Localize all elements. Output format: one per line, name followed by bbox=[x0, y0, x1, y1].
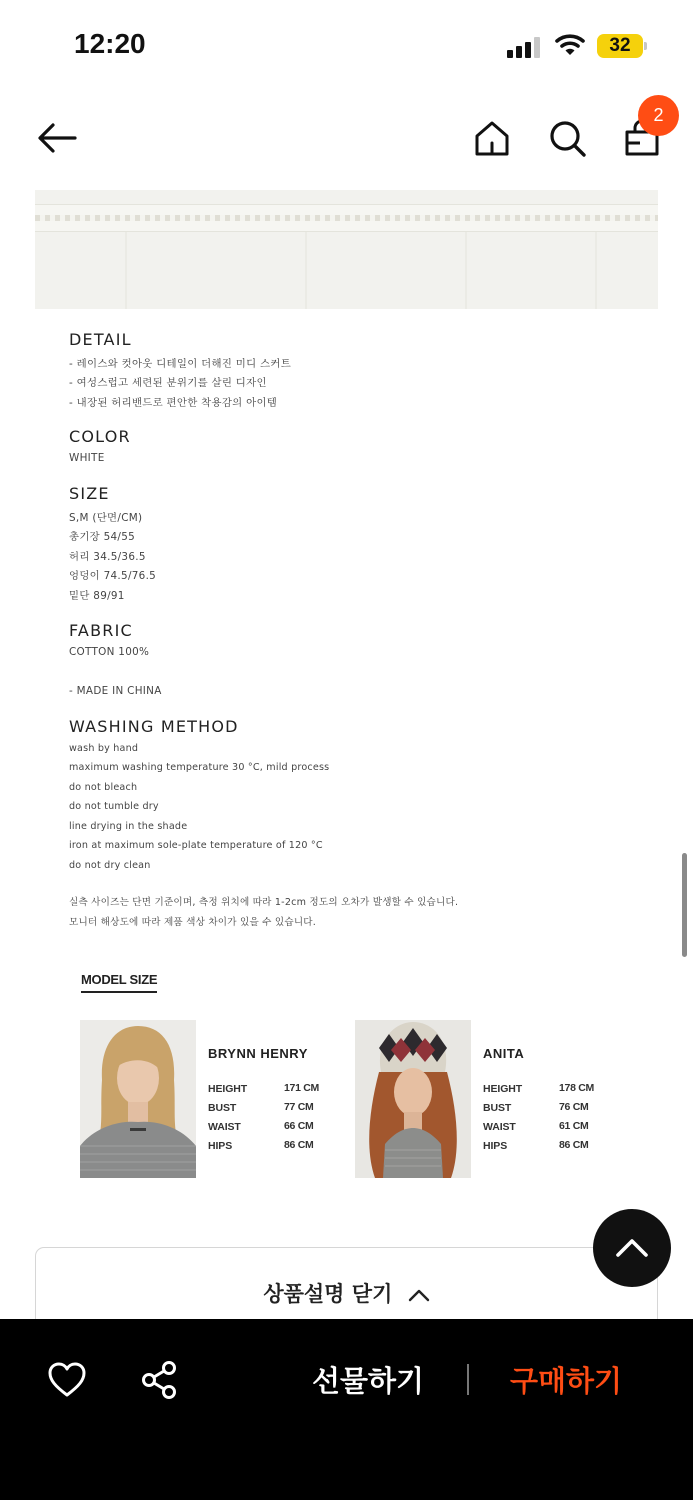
washing-line: do not tumble dry bbox=[69, 801, 159, 812]
model-photo-anita bbox=[355, 1020, 471, 1178]
scrollbar[interactable] bbox=[682, 853, 687, 957]
chevron-up-icon bbox=[408, 1287, 430, 1303]
washing-line: do not dry clean bbox=[69, 860, 151, 871]
model-name-brynn: BRYNN HENRY bbox=[208, 1046, 308, 1061]
battery-cap bbox=[644, 42, 647, 50]
size-line: 밑단 89/91 bbox=[69, 590, 125, 602]
buy-button[interactable]: 구매하기 bbox=[509, 1364, 623, 1398]
waist-value: 61 CM bbox=[559, 1120, 589, 1132]
status-time: 12:20 bbox=[74, 28, 146, 59]
waist-label: WAIST bbox=[208, 1121, 241, 1133]
hips-label: HIPS bbox=[208, 1140, 233, 1152]
fabric-heading: FABRIC bbox=[69, 621, 133, 640]
home-icon[interactable] bbox=[470, 116, 514, 160]
fabric-line: COTTON 100% bbox=[69, 646, 150, 658]
color-heading: COLOR bbox=[69, 427, 131, 446]
close-description-label bbox=[36, 1278, 657, 1308]
bust-value: 76 CM bbox=[559, 1101, 589, 1113]
hips-value: 86 CM bbox=[559, 1139, 589, 1151]
hips-value: 86 CM bbox=[284, 1139, 314, 1151]
color-note: 모니터 해상도에 따라 제품 색상 차이가 있을 수 있습니다. bbox=[69, 917, 316, 928]
height-value: 178 CM bbox=[559, 1082, 594, 1094]
wifi-icon bbox=[555, 33, 585, 57]
search-icon[interactable] bbox=[545, 116, 589, 160]
detail-line: - 레이스와 컷아웃 디테일이 더해진 미디 스커트 bbox=[69, 358, 292, 370]
heart-icon[interactable] bbox=[47, 1361, 87, 1399]
height-label: HEIGHT bbox=[208, 1083, 248, 1095]
bust-label: BUST bbox=[208, 1102, 237, 1114]
bust-value: 77 CM bbox=[284, 1101, 314, 1113]
size-line: 허리 34.5/36.5 bbox=[69, 551, 146, 563]
size-line: S,M (단면/CM) bbox=[69, 512, 143, 524]
height-value: 171 CM bbox=[284, 1082, 319, 1094]
share-icon[interactable] bbox=[140, 1360, 178, 1400]
scroll-to-top-button[interactable] bbox=[593, 1209, 671, 1287]
close-description-text: 상품설명 닫기 bbox=[263, 1282, 393, 1306]
color-value: WHITE bbox=[69, 452, 105, 464]
waist-value: 66 CM bbox=[284, 1120, 314, 1132]
detail-heading: DETAIL bbox=[69, 330, 132, 349]
washing-line: iron at maximum sole-plate temperature of 120 °C bbox=[69, 840, 323, 851]
arrow-left-icon[interactable] bbox=[35, 116, 79, 160]
fabric-line: - MADE IN CHINA bbox=[69, 685, 162, 697]
model-size-heading: MODEL SIZE bbox=[81, 972, 157, 993]
bottom-action-bar bbox=[0, 1319, 693, 1500]
washing-heading: WASHING METHOD bbox=[69, 717, 239, 736]
detail-line: - 여성스럽고 세련된 분위기를 살린 디자인 bbox=[69, 377, 267, 389]
hips-label: HIPS bbox=[483, 1140, 508, 1152]
detail-line: - 내장된 허리밴드로 편안한 착용감의 아이템 bbox=[69, 397, 278, 409]
top-navigation bbox=[0, 100, 693, 178]
model-photo-brynn bbox=[80, 1020, 196, 1178]
height-label: HEIGHT bbox=[483, 1083, 523, 1095]
product-detail-image bbox=[35, 190, 658, 309]
battery-indicator: 32 bbox=[597, 34, 643, 58]
model-name-anita: ANITA bbox=[483, 1046, 525, 1061]
gift-button[interactable]: 선물하기 bbox=[311, 1364, 425, 1398]
chevron-up-icon bbox=[593, 1209, 671, 1287]
washing-line: do not bleach bbox=[69, 782, 138, 793]
status-bar bbox=[0, 0, 693, 92]
washing-line: wash by hand bbox=[69, 743, 139, 754]
waist-label: WAIST bbox=[483, 1121, 516, 1133]
size-line: 엉덩이 74.5/76.5 bbox=[69, 570, 157, 582]
size-heading: SIZE bbox=[69, 484, 110, 503]
size-line: 총기장 54/55 bbox=[69, 531, 136, 543]
measurement-note: 실측 사이즈는 단면 기준이며, 측정 위치에 따라 1-2cm 정도의 오차가 발생할 수 있습니다. bbox=[69, 897, 459, 908]
washing-line: maximum washing temperature 30 °C, mild process bbox=[69, 762, 330, 773]
cart-count-badge: 2 bbox=[638, 95, 679, 136]
cellular-signal-icon bbox=[507, 36, 541, 58]
action-divider bbox=[467, 1364, 469, 1395]
washing-line: line drying in the shade bbox=[69, 821, 188, 832]
bust-label: BUST bbox=[483, 1102, 512, 1114]
